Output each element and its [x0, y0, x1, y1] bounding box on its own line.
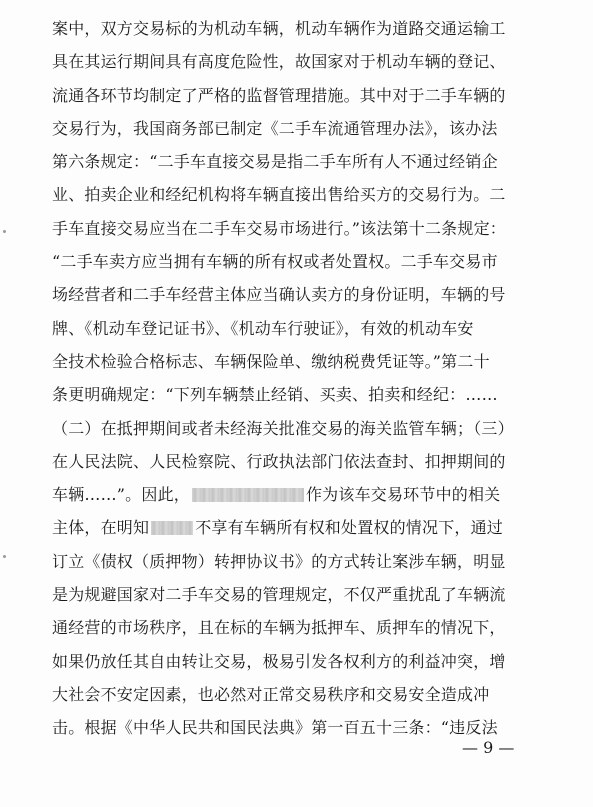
text-segment: “二手车卖方应当拥有车辆的所有权或者处置权。二手车交易市: [52, 252, 498, 272]
text-line: [52, 45, 552, 78]
redacted-name: [151, 521, 193, 535]
text-line: [52, 79, 552, 112]
text-segment: 流通各环节均制定了严格的监督管理措施。其中对于二手车辆的: [52, 85, 506, 105]
document-body: [52, 12, 552, 745]
text-line: [52, 511, 552, 544]
text-segment: 全技术检验合格标志、车辆保险单、缴纳税费凭证等。”第二十: [52, 351, 490, 371]
text-segment: 主体，在明知: [52, 518, 150, 538]
text-line: [52, 412, 552, 445]
text-line: [52, 478, 552, 511]
text-segment: 在人民法院、人民检察院、行政执法部门依法查封、扣押期间的: [52, 451, 506, 471]
text-line: [52, 112, 552, 145]
text-line: [52, 678, 552, 711]
text-segment: 通经营的市场秩序，且在标的车辆为抵押车、质押车的情况下，: [52, 618, 506, 638]
text-segment: 订立《债权（质押物）转押协议书》的方式转让案涉车辆，明显: [52, 551, 506, 571]
text-line: [52, 645, 552, 678]
text-line: [52, 178, 552, 211]
text-segment: 车辆……”。因此，: [52, 485, 190, 505]
text-line: [52, 345, 552, 378]
text-segment: （二）在抵押期间或者未经海关批准交易的海关监管车辆；（三）: [52, 418, 514, 438]
text-segment: 案中，双方交易标的为机动车辆，机动车辆作为道路交通运输工: [52, 19, 506, 38]
text-line: [52, 611, 552, 644]
text-segment: 大社会不安定因素，也必然对正常交易秩序和交易安全造成冲: [52, 684, 490, 704]
scan-margin-mark: [3, 230, 6, 233]
text-segment: 如果仍放任其自由转让交易，极易引发各权利方的利益冲突，增: [52, 651, 506, 671]
redacted-name: [192, 488, 304, 502]
text-segment: 条更明确规定：“下列车辆禁止经销、买卖、拍卖和经纪：……: [52, 385, 498, 405]
text-segment: 牌、《机动车登记证书》、《机动车行驶证》，有效的机动车安: [52, 318, 474, 338]
text-line: [52, 278, 552, 311]
scan-margin-mark: [3, 555, 6, 558]
text-line: [52, 545, 552, 578]
text-segment: 第六条规定：“二手车直接交易是指二手车所有人不通过经销企: [52, 152, 498, 172]
text-segment: 交易行为，我国商务部已制定《二手车流通管理办法》，该办法: [52, 118, 498, 138]
text-line: [52, 12, 552, 45]
text-line: [52, 145, 552, 178]
text-line: [52, 245, 552, 278]
text-line: [52, 445, 552, 478]
text-segment: 业、拍卖企业和经纪机构将车辆直接出售给买方的交易行为。二: [52, 185, 506, 205]
text-segment: 手车直接交易应当在二手车交易市场进行。”该法第十二条规定：: [52, 218, 506, 238]
page-number: — 9 —: [462, 738, 515, 757]
text-line: [52, 312, 552, 345]
text-line: [52, 378, 552, 411]
text-line: [52, 212, 552, 245]
text-segment: 场经营者和二手车经营主体应当确认卖方的身份证明，车辆的号: [52, 285, 506, 305]
text-segment: 击。根据《中华人民共和国民法典》第一百五十三条：“违反法: [52, 718, 498, 738]
text-segment: 是为规避国家对二手车交易的管理规定，不仅严重扰乱了车辆流: [52, 585, 506, 605]
text-line: [52, 578, 552, 611]
text-segment: 不享有车辆所有权和处置权的情况下，通过: [195, 518, 504, 538]
text-segment: 具在其运行期间具有高度危险性，故国家对于机动车辆的登记、: [52, 52, 506, 72]
text-segment: 作为该车交易环节中的相关: [305, 485, 501, 505]
